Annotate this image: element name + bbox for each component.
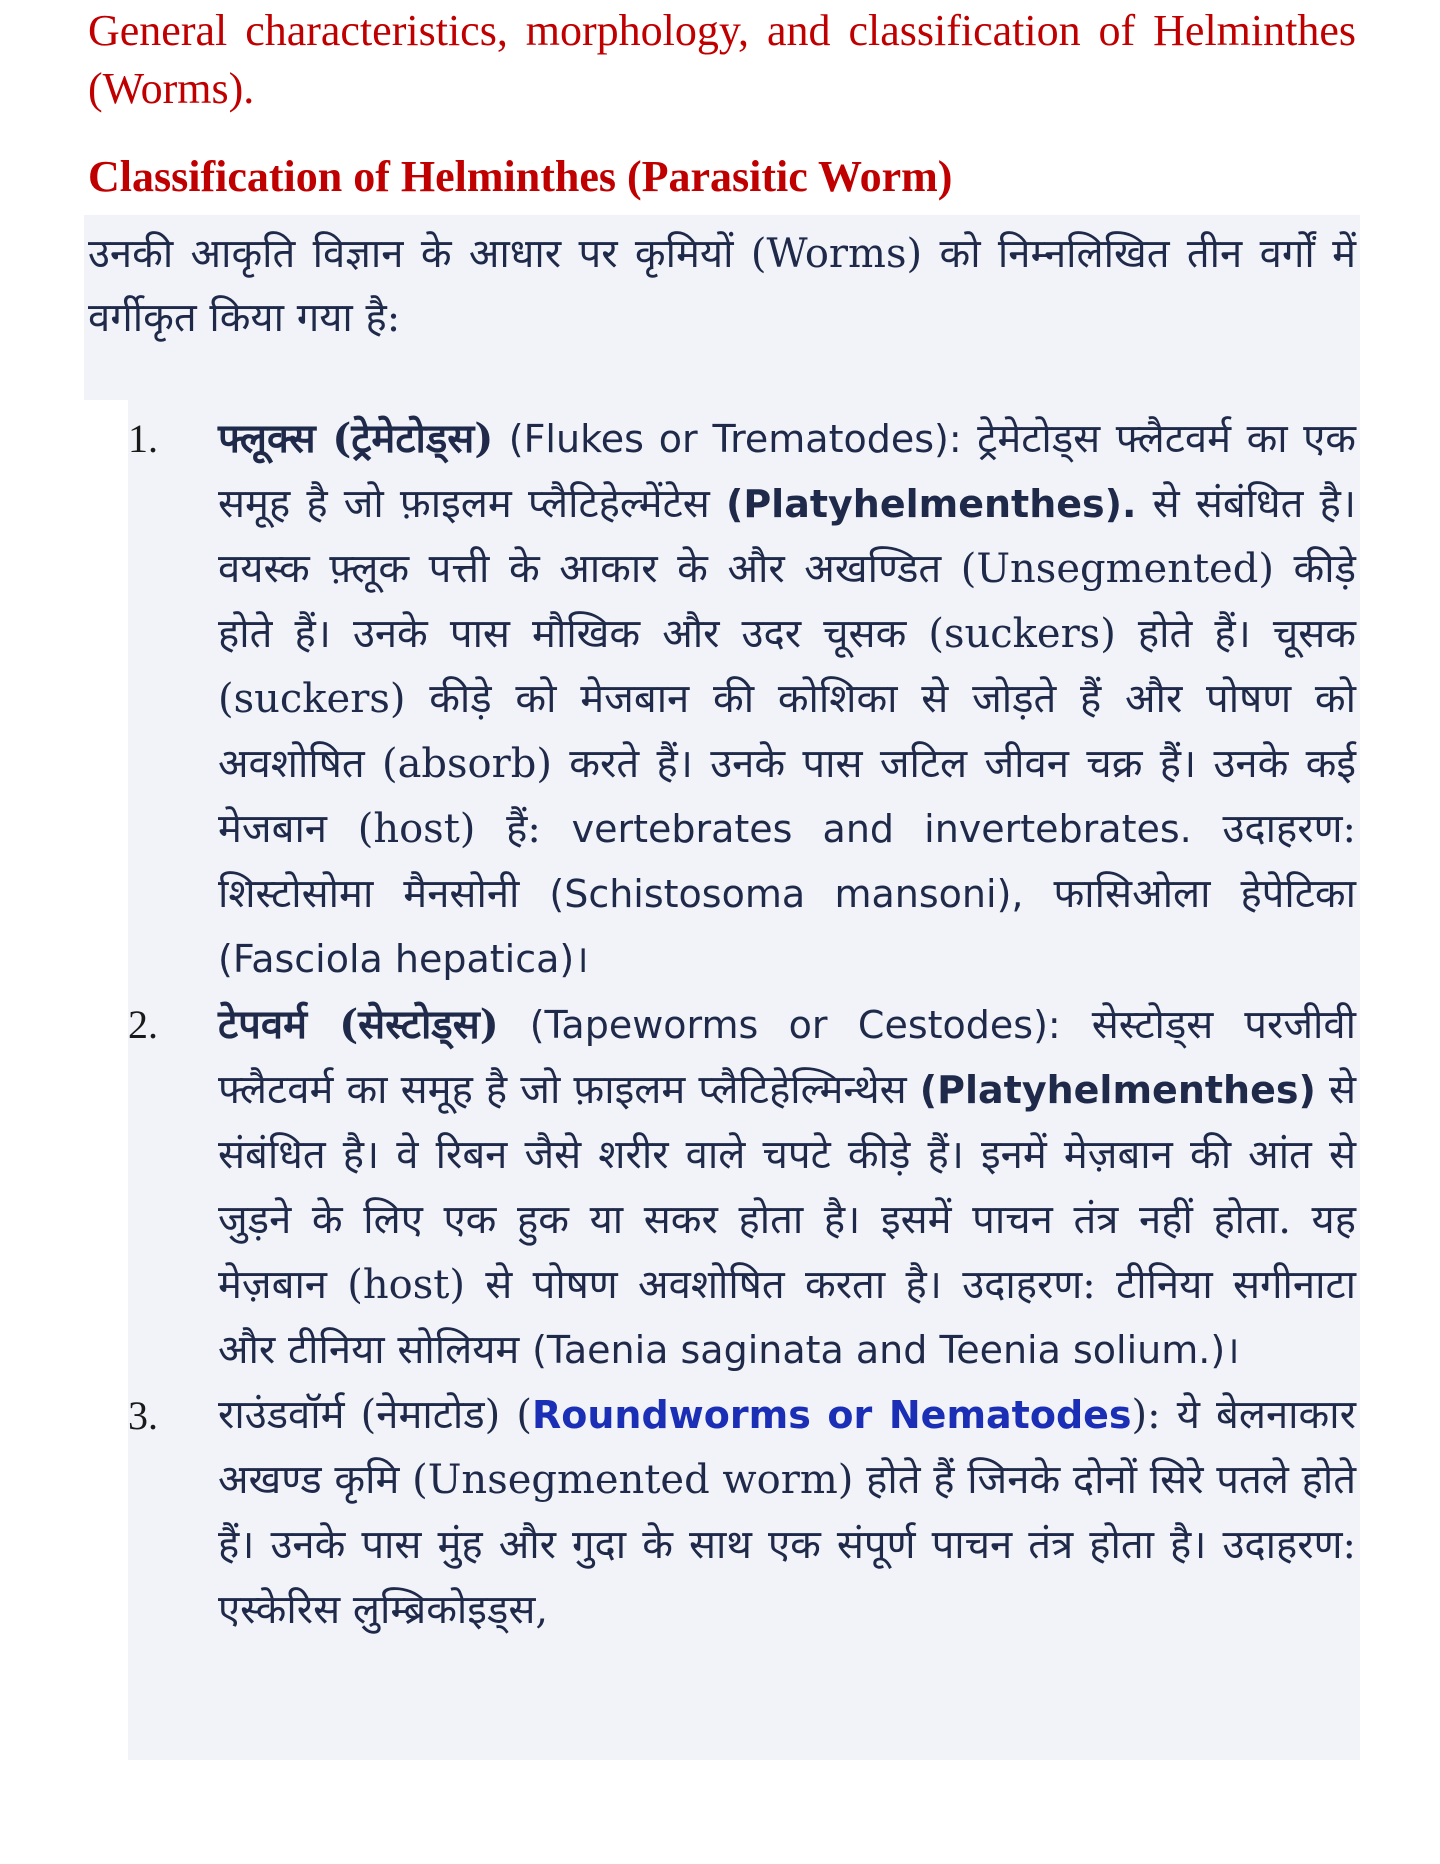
document-title: General characteristics, morphology, and classification of Helminthes (Worms). [88, 6, 1356, 113]
item-english-text: vertebrates and invertebrates. [571, 807, 1192, 851]
item-example-latin: (Taenia saginata and Teenia solium.)। [532, 1328, 1240, 1372]
item-term: टेपवर्म (सेस्टोड्स) [218, 1001, 499, 1048]
item-example-latin: (Schistosoma mansoni), [549, 872, 1024, 916]
item-text: सेस्टोड्स परजीवी फ्लैटवर्म का समूह है जो फ़ाइलम प्लैटिहेल्मिन्थेस [218, 1002, 1357, 1113]
list-number: 3. [128, 1393, 158, 1438]
item-text: ये बेलनाकार अखण्ड कृमि (Unsegmented worm) होते हैं जिनके दोनों सिरे पतले होते हैं। उनके पास मुंह और गुदा के साथ एक संपूर्ण पाचन तंत्र होता है। उदाहरण: एस्केरिस लुम्ब्रिकोइड्स, [218, 1392, 1356, 1633]
item-text: से संबंधित है। वे रिबन जैसे शरीर वाले चपटे कीड़े हैं। इनमें मेज़बान की आंत से जुड़ने के लिए एक हुक या सकर होता है। इसमें पाचन तंत्र नहीं होता. यह मेज़बान (host) से पोषण अवशोषित करता है। उदाहरण: टीनिया सगीनाटा और टीनिया सोलियम [218, 1067, 1357, 1373]
item-example-latin: (Fasciola hepatica)। [218, 937, 589, 981]
item-english-name: Roundworms or Nematodes [531, 1393, 1132, 1437]
item-term: राउंडवॉर्म (नेमाटोड) [218, 1392, 501, 1438]
item-term: फ्लूक्स (ट्रेमेटोड्स) [218, 415, 494, 462]
classification-list [128, 406, 1356, 1643]
list-number: 1. [128, 416, 158, 461]
intro-paragraph: उनकी आकृति विज्ञान के आधार पर कृमियों (Worms) को निम्नलिखित तीन वर्गों में वर्गीकृत किया गया है: [88, 231, 1356, 341]
item-english-name: (Tapeworms or Cestodes): [529, 1003, 1061, 1047]
section-heading: Classification of Helminthes (Parasitic Worm) [88, 152, 953, 201]
list-item-roundworms [128, 1383, 1356, 1643]
item-paren-open: ( [516, 1392, 532, 1438]
item-bold-term: (Platyhelmenthes). [725, 482, 1137, 526]
item-text: फासिओला हेपेटिका [1053, 871, 1357, 917]
list-item-tapeworms [128, 992, 1356, 1383]
item-text: से संबंधित है। वयस्क फ़्लूक पत्ती के आकार के और अखण्डित (Unsegmented) कीड़े होते हैं। उनके पास मौखिक और उदर चूसक (suckers) होते हैं। चूसक (suckers) कीड़े को मेजबान की कोशिका से जोड़ते हैं और पोषण को अवशोषित (absorb) करते हैं। उनके पास जटिल जीवन चक्र हैं। उनके कई मेजबान (host) हैं: [218, 481, 1357, 852]
item-english-name: (Flukes or Trematodes): [508, 417, 962, 461]
item-paren-close: ): [1131, 1392, 1161, 1438]
item-text: उदाहरण: शिस्टोसोमा मैनसोनी [218, 806, 1356, 917]
list-number: 2. [128, 1002, 158, 1047]
item-bold-term: (Platyhelmenthes) [919, 1068, 1316, 1112]
item-text: ट्रेमेटोड्स फ्लैटवर्म का एक समूह है जो फ़ाइलम प्लैटिहेल्मेंटेस [218, 416, 1356, 527]
list-item-flukes [128, 406, 1356, 992]
